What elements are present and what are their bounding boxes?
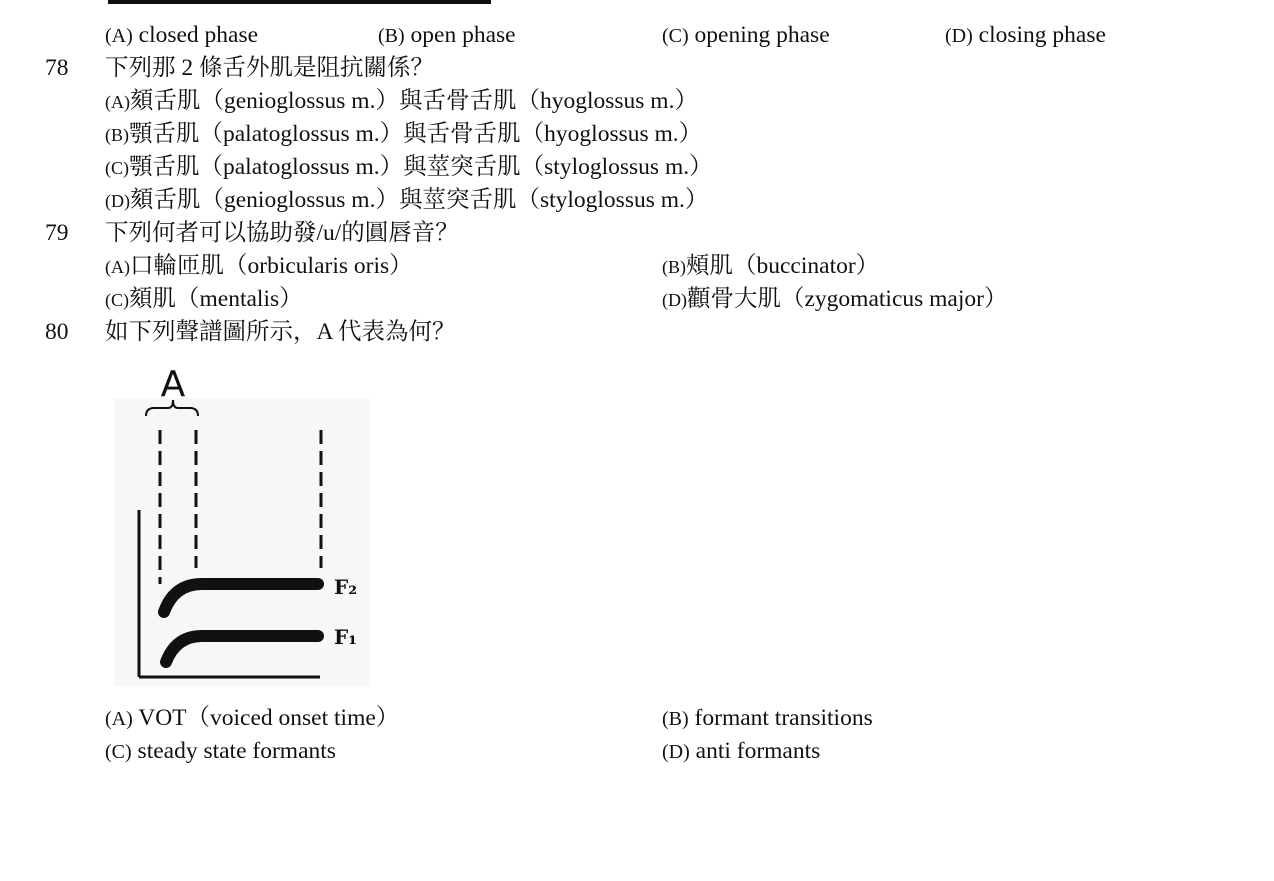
option-letter: (A) — [105, 25, 133, 47]
option-text: anti formants — [695, 738, 821, 764]
q78-option-b — [105, 123, 702, 147]
q80-number: 80 — [45, 319, 69, 345]
q78-number: 78 — [45, 55, 69, 81]
q77-option-d — [945, 24, 1106, 48]
option-text: 口輪匝肌（orbicularis oris） — [130, 253, 413, 279]
option-letter: (C) — [105, 741, 132, 763]
option-text: 頦舌肌（genioglossus m.）與舌骨舌肌（hyoglossus m.） — [130, 88, 698, 114]
option-text: 頰肌（buccinator） — [686, 253, 880, 279]
q78-option-c — [105, 156, 713, 180]
option-letter: (D) — [105, 191, 130, 211]
spectrogram-svg — [110, 362, 372, 688]
option-text: formant transitions — [694, 705, 873, 731]
option-letter: (C) — [105, 290, 129, 310]
option-letter: (A) — [105, 708, 133, 730]
q77-option-c — [662, 24, 830, 48]
option-letter: (C) — [662, 25, 689, 47]
option-text: steady state formants — [137, 738, 336, 764]
q79-option-b — [662, 255, 879, 279]
figure-background — [114, 398, 370, 686]
q79-number: 79 — [45, 220, 69, 246]
q80-option-c — [105, 740, 336, 764]
option-text: 顎舌肌（palatoglossus m.）與莖突舌肌（styloglossus m.） — [129, 154, 713, 180]
option-text: open phase — [410, 22, 516, 48]
option-letter: (D) — [662, 290, 687, 310]
option-letter: (D) — [662, 741, 690, 763]
option-letter: (B) — [662, 708, 689, 730]
option-letter: (B) — [105, 125, 129, 145]
q78-option-d — [105, 189, 708, 213]
formant-label-f1: F₁ — [334, 625, 357, 649]
option-text: opening phase — [694, 22, 830, 48]
option-letter: (C) — [105, 158, 129, 178]
q78-question: 下列那 2 條舌外肌是阻抗關係？ — [105, 55, 434, 81]
q79-option-a — [105, 255, 413, 279]
option-letter: (A) — [105, 92, 130, 112]
option-text: 顴骨大肌（zygomaticus major） — [687, 286, 1008, 312]
q80-option-a — [105, 707, 399, 731]
q77-option-b — [378, 24, 516, 48]
option-text: closed phase — [138, 22, 259, 48]
q79-question: 下列何者可以協助發/u/的圓唇音？ — [105, 220, 459, 246]
option-text: 顎舌肌（palatoglossus m.）與舌骨舌肌（hyoglossus m.） — [129, 121, 703, 147]
option-letter: (B) — [378, 25, 405, 47]
figure-label-a: A — [160, 364, 186, 405]
previous-figure-edge — [108, 0, 491, 4]
option-letter: (B) — [662, 257, 686, 277]
q80-option-b — [662, 707, 873, 731]
option-text: 頦肌（mentalis） — [129, 286, 303, 312]
q80-option-d — [662, 740, 820, 764]
option-text: 頦舌肌（genioglossus m.）與莖突舌肌（styloglossus m.） — [130, 187, 709, 213]
option-letter: (D) — [945, 25, 973, 47]
q80-question: 如下列聲譜圖所示，A 代表為何？ — [105, 319, 456, 345]
spectrogram-figure — [110, 362, 372, 688]
option-text: closing phase — [978, 22, 1106, 48]
formant-label-f2: F₂ — [334, 575, 357, 599]
q79-option-d — [662, 288, 1007, 312]
option-letter: (A) — [105, 257, 130, 277]
q77-option-a — [105, 24, 258, 48]
option-text: VOT（voiced onset time） — [138, 705, 400, 731]
q79-option-c — [105, 288, 303, 312]
q78-option-a — [105, 90, 698, 114]
